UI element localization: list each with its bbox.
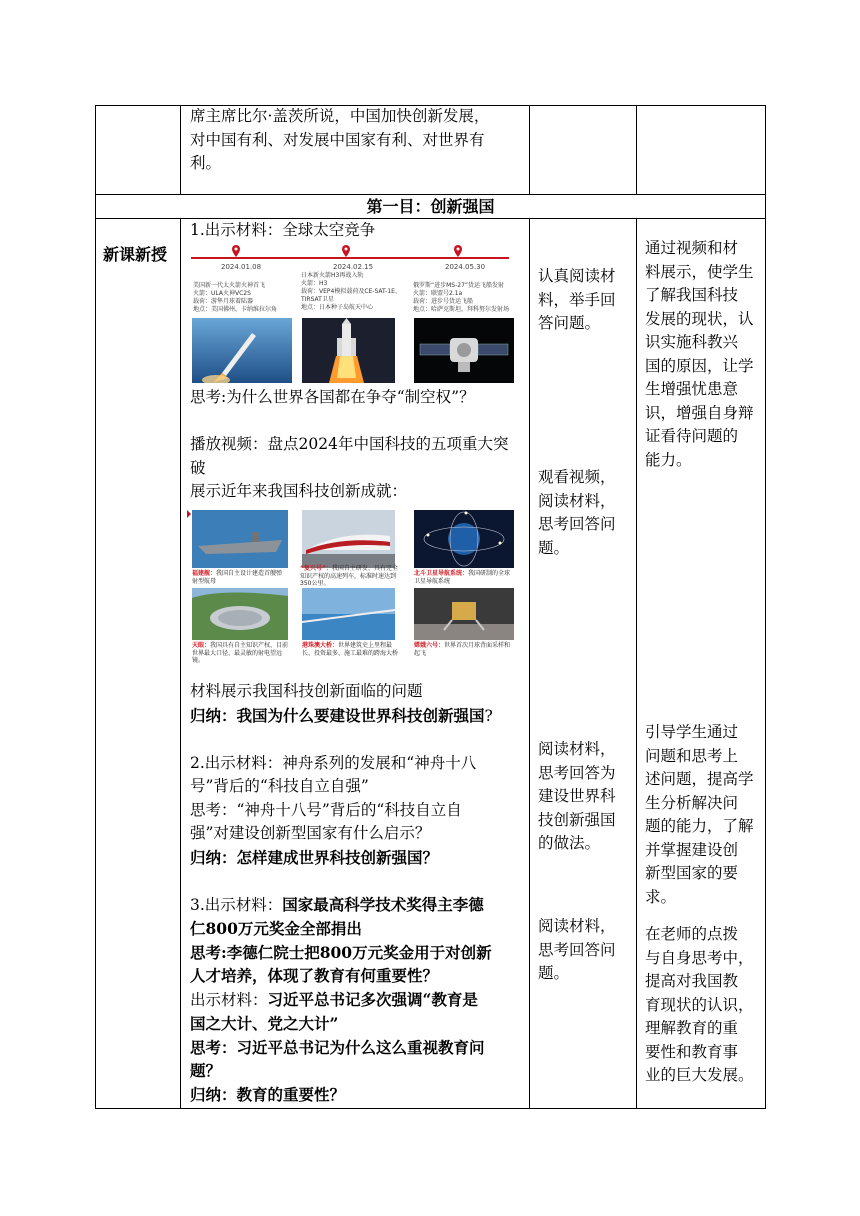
top-row-text: 席主席比尔·盖茨所说，中国加快创新发展， 对中国有利、对发展中国家有利、对世界有 利。 <box>190 107 490 172</box>
space-race-timeline <box>191 245 511 325</box>
col-divider <box>765 105 766 1109</box>
video-text: 播放视频：盘点2024年中国科技的五项重大突 <box>190 435 509 453</box>
content-top <box>190 219 526 243</box>
summary2: 归纳：怎样建成世界科技创新强国？ <box>190 847 439 867</box>
change6-lander-photo <box>414 588 514 640</box>
summary3: 归纳：教育的重要性？ <box>190 1084 346 1104</box>
achievements-intro: 展示近年来我国科技创新成就： <box>190 482 408 500</box>
red-marker-icon <box>187 510 191 518</box>
student-activity-2: 观看视频， 阅读材料， 思考回答问 题。 <box>538 468 616 557</box>
col-divider <box>636 218 637 1109</box>
student-activity-3: 阅读材料， 思考回答为 建设世界科 技创新强国 的做法。 <box>538 740 616 852</box>
location-pin-icon <box>231 245 241 257</box>
rocket-photo-h3 <box>302 318 395 383</box>
fujian-carrier-photo <box>192 510 288 568</box>
beidou-navigation-photo <box>414 510 514 568</box>
student-activity-4: 阅读材料， 思考回答问 题。 <box>538 917 616 982</box>
col-divider <box>180 218 181 1109</box>
col-divider <box>636 105 637 194</box>
side-label: 新课新授 <box>103 245 168 264</box>
think3: 思考:李德仁院士把800万元奖金用于对创新 <box>190 942 492 962</box>
fuxing-train-photo <box>302 510 395 568</box>
achievement-caption: 天眼：我国具有自主知识产权、目前世界最大口径、最灵敏的射电望远镜。 <box>192 642 289 664</box>
timeline-date: 2024.02.15 <box>333 263 374 271</box>
content-middle: 思考:为什么世界各国都在争夺“制空权”？ 播放视频：盘点2024年中国科技的五项重大突 破 展示近年来我国科技创新成就： <box>190 386 526 504</box>
section-heading: 第一目：创新强国 <box>366 197 495 216</box>
think1: 思考:为什么世界各国都在争夺“制空权”？ <box>190 388 475 406</box>
student-activity-1: 认真阅读材 料，举手回 答问题。 <box>538 267 616 332</box>
think2: 思考：“神舟十八号”背后的“科技自立自 <box>190 800 462 819</box>
item4-text: 出示材料：习近平总书记多次强调“教育是 <box>190 989 478 1009</box>
timeline-line <box>191 257 509 259</box>
timeline-event: 俄罗斯“进步MS-27”货运飞船发射 火箭：联盟号2.1a 载荷：进步号货运飞船 地点：哈萨克斯坦，拜科努尔发射场 <box>413 282 510 313</box>
timeline-date: 2024.05.30 <box>445 263 486 271</box>
timeline-event: 美国新一代太火箭火神首飞 火箭：ULA火神VC2S 载荷：游隼月球着陆器 地点：美国佛州，卡纳维拉尔角 <box>193 282 278 313</box>
item3-text: 3.出示材料：国家最高科学技术奖得主李德 <box>190 894 484 914</box>
location-pin-icon <box>453 245 463 257</box>
achievement-caption: 嫦娥六号：世界首次月球背面采样和起飞 <box>414 642 511 657</box>
lesson-table <box>95 105 766 1109</box>
col-divider <box>95 105 96 1109</box>
timeline-date: 2024.01.08 <box>221 263 262 271</box>
col-divider <box>529 105 530 194</box>
design-intent-1: 通过视频和材 料展示，使学生 了解我国科技 发展的现状，认 识实施科教兴 国的原因，让学 生增强忧患意 识，增强自身辩 证看待问题的 能力。 <box>645 239 754 469</box>
problems-text: 材料展示我国科技创新面临的问题 <box>190 682 423 700</box>
think4: 思考：习近平总书记为什么这么重视教育问 <box>190 1037 485 1057</box>
summary1: 归纳：我国为什么要建设世界科技创新强国? <box>190 705 493 725</box>
col-divider <box>180 105 181 194</box>
table-border-bottom <box>95 1108 766 1109</box>
spacecraft-photo-progress <box>414 318 514 383</box>
design-intent-2: 引导学生通过 问题和思考上 述问题，提高学 生分析解决问 题的能力，了解 并掌握建设创 新型国家的要 求。 <box>645 723 754 906</box>
content-bottom: 材料展示我国科技创新面临的问题 归纳：我国为什么要建设世界科技创新强国? 2.出示材料：神舟系列的发展和“神舟十八 号”背后的“科技自立自强” 思考：“神舟十八号”背后的“科技自立自 强”对建设创新型国家有什么启示？ 归纳：怎样建成世界科技创新强国？ 3.出示材料：国家最高科学技术奖得主李德 仁800万元奖金全部捐出 思考:李德仁院士把800万元奖金用于对创新 人才培养，体现了教育有何重要性？ 出示材料：习近平总书记多次强调“教育是 国之大计、党之大计” 思考：习近平总书记为什么这么重视教育问 题？ 归纳：教育的重要性？ <box>190 680 528 1106</box>
rocket-photo-vulcan <box>192 318 292 383</box>
item1-title: 1.出示材料：全球太空竞争 <box>190 221 376 239</box>
item2-text: 2.出示材料：神舟系列的发展和“神舟十八 <box>190 753 477 772</box>
hzmb-bridge-photo <box>302 588 395 640</box>
location-pin-icon <box>341 245 351 257</box>
design-intent-3: 在老师的点拨 与自身思考中， 提高对我国教 育现状的认识， 理解教育的重 要性和教育事 业的巨大发展。 <box>645 925 754 1084</box>
timeline-event: 日本新火箭H3再战入轨 火箭：H3 载荷：VEP4模拟载荷及CE-SAT-1E、 TIRSAT卫星 地点：日本种子岛航天中心 <box>301 272 401 311</box>
col-divider <box>529 218 530 1109</box>
achievement-caption: 北斗卫星导航系统：我国研制的全球卫星导航系统 <box>414 570 511 585</box>
achievement-caption: 福建舰：我国自主设计建造首艘弹射型航母 <box>192 570 283 585</box>
achievement-caption: 港珠澳大桥：世界建筑史上里程最长、投资最多、施工最难的跨海大桥 <box>302 642 399 657</box>
fast-telescope-photo <box>192 588 288 640</box>
achievement-caption: “复兴号”：我国自主研发、具有完全知识产权的高速列车，标准时速达到350公里。 <box>300 565 398 587</box>
